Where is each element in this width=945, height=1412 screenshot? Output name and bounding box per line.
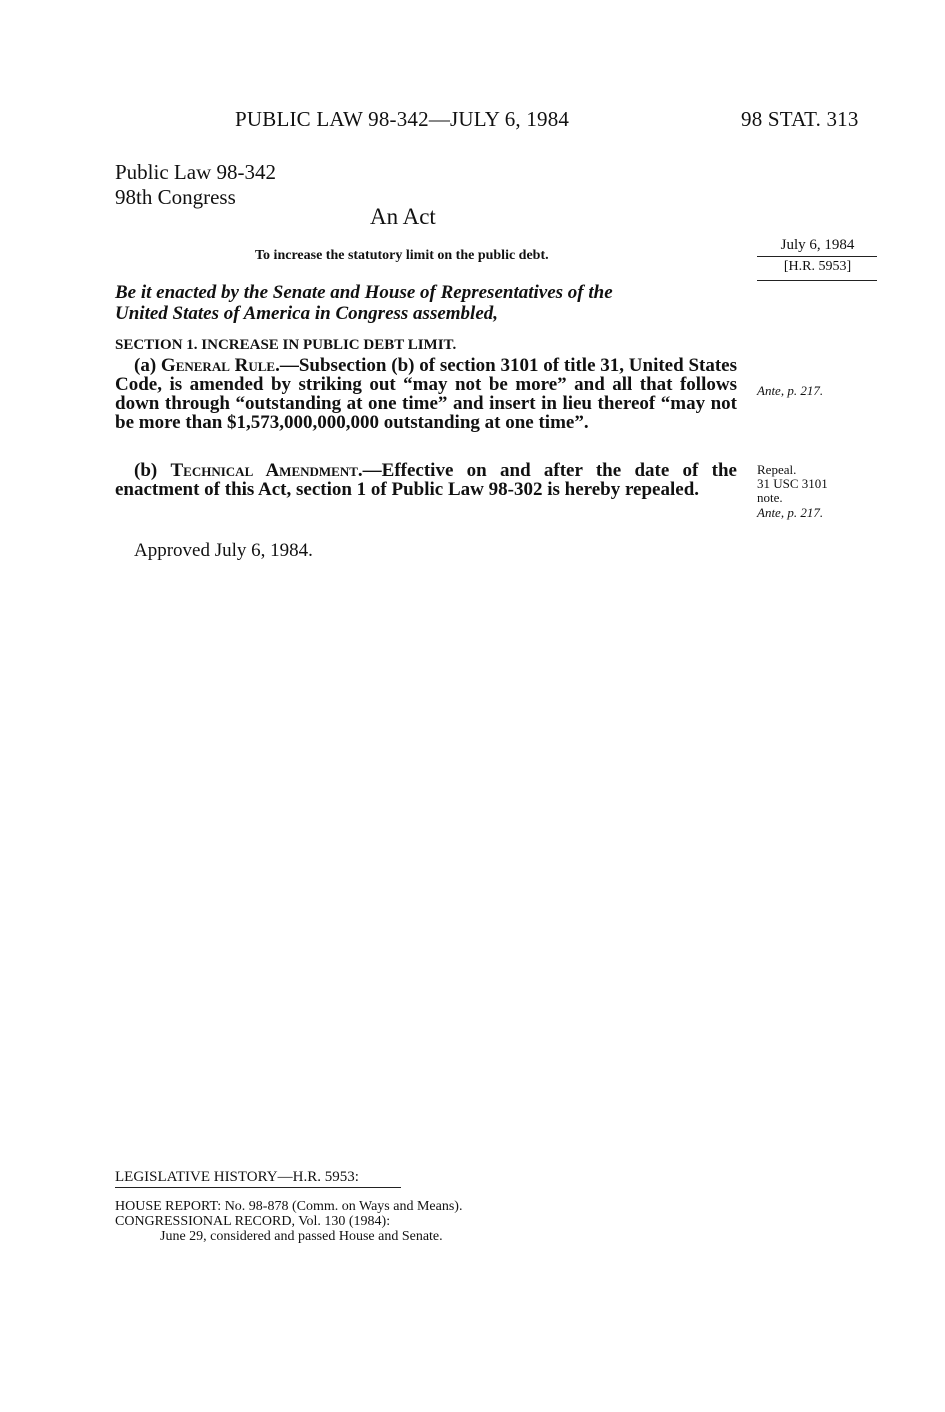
public-law-number: Public Law 98-342 <box>115 160 276 184</box>
paragraph-a <box>115 356 737 432</box>
statute-citation: 98 STAT. 313 <box>741 107 859 131</box>
legislative-action: June 29, considered and passed House and Senate. <box>160 1229 443 1244</box>
margin-rule-top <box>757 256 877 257</box>
enacting-clause-line2: United States of America in Congress assembled, <box>115 303 499 324</box>
margin-date: July 6, 1984 <box>780 237 855 253</box>
section-heading: SECTION 1. INCREASE IN PUBLIC DEBT LIMIT. <box>115 337 457 353</box>
margin-note-repeal-line4: Ante, p. 217. <box>757 505 824 520</box>
paragraph-b-label: (b) <box>134 460 171 481</box>
paragraph-b <box>115 461 737 499</box>
paragraph-b-text: —Effective on and after the date of the enactment of this Act, section 1 of Public Law 98-302 is hereby repealed. <box>115 460 737 500</box>
legislative-history-rule <box>115 1187 401 1188</box>
act-title: An Act <box>370 204 436 229</box>
congressional-record: CONGRESSIONAL RECORD, Vol. 130 (1984): <box>115 1214 391 1229</box>
margin-note-repeal-line3: note. <box>757 490 783 505</box>
margin-rule-bottom <box>757 280 877 281</box>
margin-note-repeal-line2: 31 USC 3101 <box>757 476 828 491</box>
paragraph-a-label: (a) <box>134 355 161 376</box>
margin-note-ante: Ante, p. 217. <box>757 383 824 398</box>
paragraph-a-text: —Subsection (b) of section 3101 of title 31, United States Code, is amended by striking out “may not be more” and all that follows down through “outstanding at one time” and insert in lieu thereof “may not be more than $1,573,000,000,000 outstanding at one time”. <box>115 355 737 433</box>
congress-number: 98th Congress <box>115 185 236 209</box>
margin-bill-number: [H.R. 5953] <box>783 259 852 274</box>
paragraph-b-heading: Technical Amendment. <box>170 460 363 481</box>
act-purpose: To increase the statutory limit on the public debt. <box>255 248 549 263</box>
paragraph-a-heading: General Rule. <box>160 355 280 376</box>
house-report: HOUSE REPORT: No. 98-878 (Comm. on Ways and Means). <box>115 1199 463 1214</box>
running-title: PUBLIC LAW 98-342—JULY 6, 1984 <box>235 107 570 131</box>
approval-date: Approved July 6, 1984. <box>134 540 313 561</box>
margin-note-repeal <box>757 463 828 520</box>
legislative-history-heading: LEGISLATIVE HISTORY—H.R. 5953: <box>115 1169 359 1185</box>
enacting-clause-line1: Be it enacted by the Senate and House of Representatives of the <box>115 282 613 303</box>
enacting-clause <box>115 282 737 324</box>
margin-note-repeal-line1: Repeal. <box>757 462 797 477</box>
